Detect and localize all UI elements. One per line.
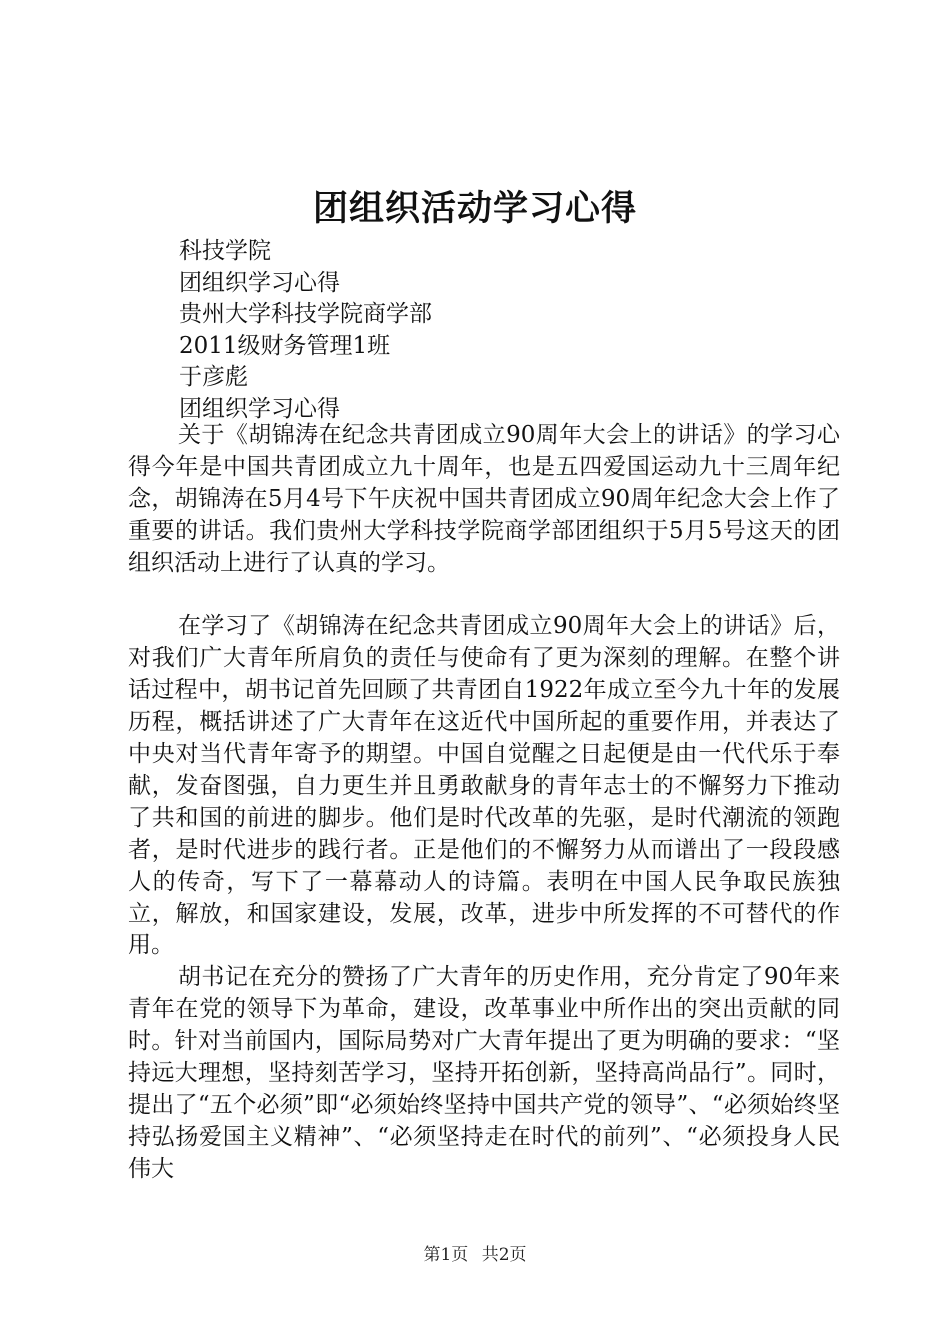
meta-line-subtitle: 团组织学习心得 <box>179 269 340 296</box>
document-title: 团组织活动学习心得 <box>312 188 637 229</box>
document-body <box>128 420 840 1186</box>
meta-line-department: 贵州大学科技学院商学部 <box>179 301 432 327</box>
meta-line-author: 于彦彪 <box>179 364 248 390</box>
page-total: 共2页 <box>481 1245 527 1265</box>
document-meta <box>179 236 432 425</box>
page-footer <box>0 1243 950 1267</box>
meta-line-college: 科技学院 <box>179 238 271 264</box>
page-number: 第1页 <box>423 1245 469 1265</box>
meta-line-class: 2011级财务管理1班 <box>179 332 391 359</box>
body-paragraph-1: 关于《胡锦涛在纪念共青团成立90周年大会上的讲话》的学习心得今年是中国共青团成立九十周年，也是五四爱国运动九十三周年纪念，胡锦涛在5月4号下午庆祝中国共青团成立90周年纪念大会上作了重要的讲话。我们贵州大学科技学院商学部团组织于5月5号这天的团组织活动上进行了认真的学习。 <box>128 422 840 576</box>
body-paragraph-2: 在学习了《胡锦涛在纪念共青团成立90周年大会上的讲话》后，对我们广大青年所肩负的责任与使命有了更为深刻的理解。在整个讲话过程中，胡书记首先回顾了共青团自1922年成立至今九十年的发展历程，概括讲述了广大青年在这近代中国所起的重要作用，并表达了中央对当代青年寄予的期望。中国自觉醒之日起便是由一代代乐于奉献，发奋图强，自力更生并且勇敢献身的青年志士的不懈努力下推动了共和国的前进的脚步。他们是时代改革的先驱，是时代潮流的领跑者，是时代进步的践行者。正是他们的不懈努力从而谱出了一段段感人的传奇，写下了一幕幕动人的诗篇。表明在中国人民争取民族独立，解放，和国家建设，发展，改革，进步中所发挥的不可替代的作用。 <box>128 613 840 959</box>
meta-line-heading: 团组织学习心得 <box>179 395 340 422</box>
body-paragraph-3: 胡书记在充分的赞扬了广大青年的历史作用，充分肯定了90年来青年在党的领导下为革命，建设，改革事业中所作出的突出贡献的同时。针对当前国内，国际局势对广大青年提出了更为明确的要求：“坚持远大理想，坚持刻苦学习，坚持开拓创新，坚持高尚品行”。同时，提出了“五个必须”即“必须始终坚持中国共产党的领导”、“必须始终坚持弘扬爱国主义精神”、“必须坚持走在时代的前列”、“必须投身人民伟大 <box>128 964 840 1182</box>
paragraph-spacer <box>128 580 840 612</box>
